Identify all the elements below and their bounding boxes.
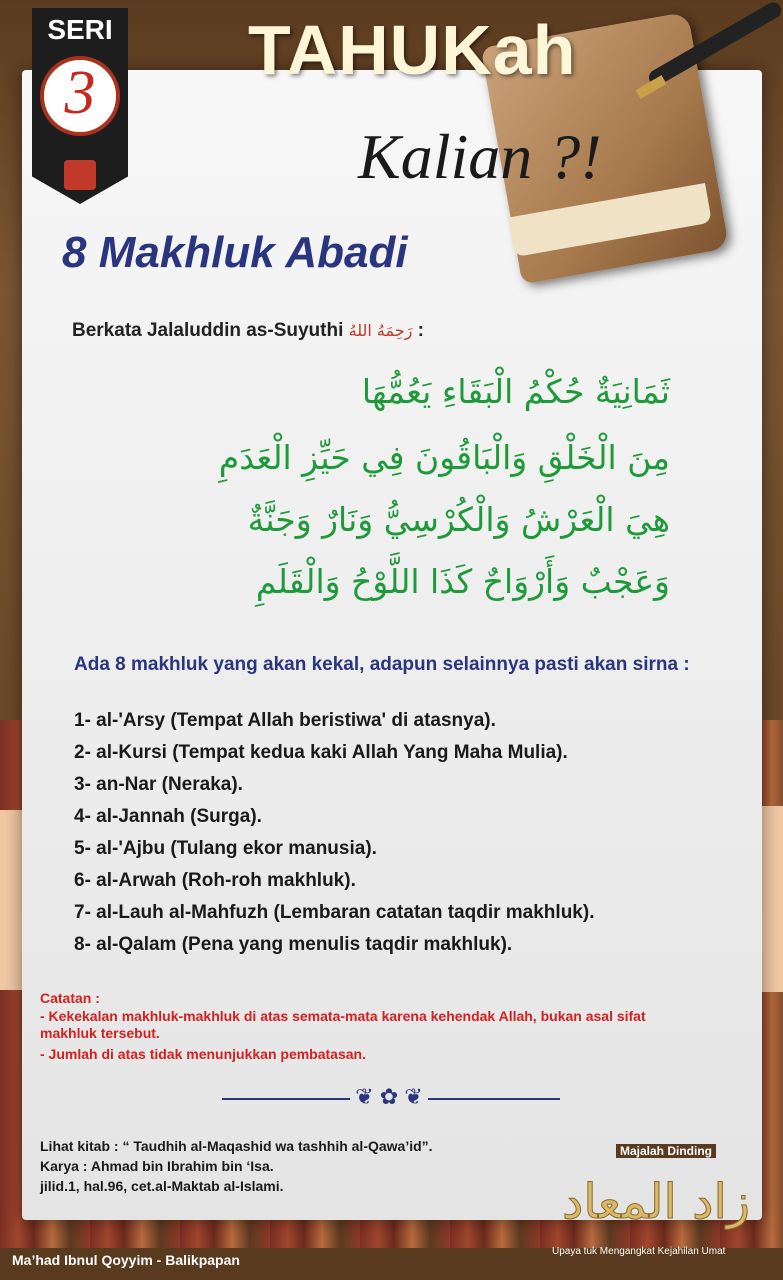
poem-line-3: هِيَ الْعَرْشُ وَالْكُرْسِيُّ وَنَارٌ وَجَنَّةٌ (247, 500, 670, 539)
ornament-icon: ❦ ✿ ❦ (355, 1084, 423, 1109)
logo-top-text: Majalah Dinding (616, 1144, 716, 1158)
intro-text: Berkata Jalaluddin as-Suyuthi (72, 320, 344, 341)
logo-tagline: Upaya tuk Mengangkat Kejahilan Umat (552, 1246, 726, 1257)
page-subtitle: Kalian ?! (358, 121, 602, 192)
article-heading: 8 Makhluk Abadi (62, 228, 408, 277)
note-line-2: - Jumlah di atas tidak menunjukkan pembatasan. (40, 1046, 366, 1062)
intro-line (72, 320, 424, 342)
reference-line-3: jilid.1, hal.96, cet.al-Maktab al-Islami. (40, 1178, 284, 1194)
list-item-5: 5- al-'Ajbu (Tulang ekor manusia). (74, 838, 377, 859)
list-item-3: 3- an-Nar (Neraka). (74, 774, 243, 795)
list-item-2: 2- al-Kursi (Tempat kedua kaki Allah Yang Maha Mulia). (74, 742, 568, 763)
list-item-4: 4- al-Jannah (Surga). (74, 806, 262, 827)
intro-colon: : (412, 320, 424, 341)
list-item-1: 1- al-'Arsy (Tempat Allah beristiwa' di atasnya). (74, 710, 496, 731)
logo-arabic-text: زاد المعاد (561, 1174, 751, 1230)
poem-line-2: مِنَ الْخَلْقِ وَالْبَاقُونَ فِي حَيِّزِ الْعَدَمِ (218, 438, 670, 477)
list-item-7: 7- al-Lauh al-Mahfuzh (Lembaran catatan taqdir makhluk). (74, 902, 595, 923)
reference-line-2: Karya : Ahmad bin Ibrahim bin ‘Isa. (40, 1158, 274, 1174)
note-line-1: - Kekekalan makhluk-makhluk di atas semata-mata karena kehendak Allah, bukan asal sifat makhluk tersebut. (40, 1008, 646, 1041)
series-label: SERI (47, 14, 113, 45)
poem-line-4: وَعَجْبٌ وَأَرْوَاحٌ كَذَا اللَّوْحُ وَالْقَلَمِ (255, 562, 670, 601)
divider-left (222, 1098, 350, 1100)
list-item-8: 8- al-Qalam (Pena yang menulis taqdir makhluk). (74, 934, 513, 955)
footer-text: Ma’had Ibnul Qoyyim - Balikpapan (12, 1252, 240, 1268)
page-title: TAHUKah (248, 11, 577, 89)
series-number: 3 (64, 59, 96, 127)
divider-right (428, 1098, 560, 1100)
honorific: رَحِمَهُ اللهُ (348, 321, 413, 340)
poem-line-1: ثَمَانِيَةٌ حُكْمُ الْبَقَاءِ يَعُمُّهَا (361, 372, 670, 411)
lead-text: Ada 8 makhluk yang akan kekal, adapun selainnya pasti akan sirna : (74, 654, 690, 675)
notes-title: Catatan : (40, 990, 100, 1006)
list-item-6: 6- al-Arwah (Roh-roh makhluk). (74, 870, 356, 891)
reference-line-1: Lihat kitab : “ Taudhih al-Maqashid wa tashhih al-Qawa’id”. (40, 1138, 433, 1154)
series-tag (64, 160, 96, 190)
logo-calligraphy (556, 1160, 756, 1242)
